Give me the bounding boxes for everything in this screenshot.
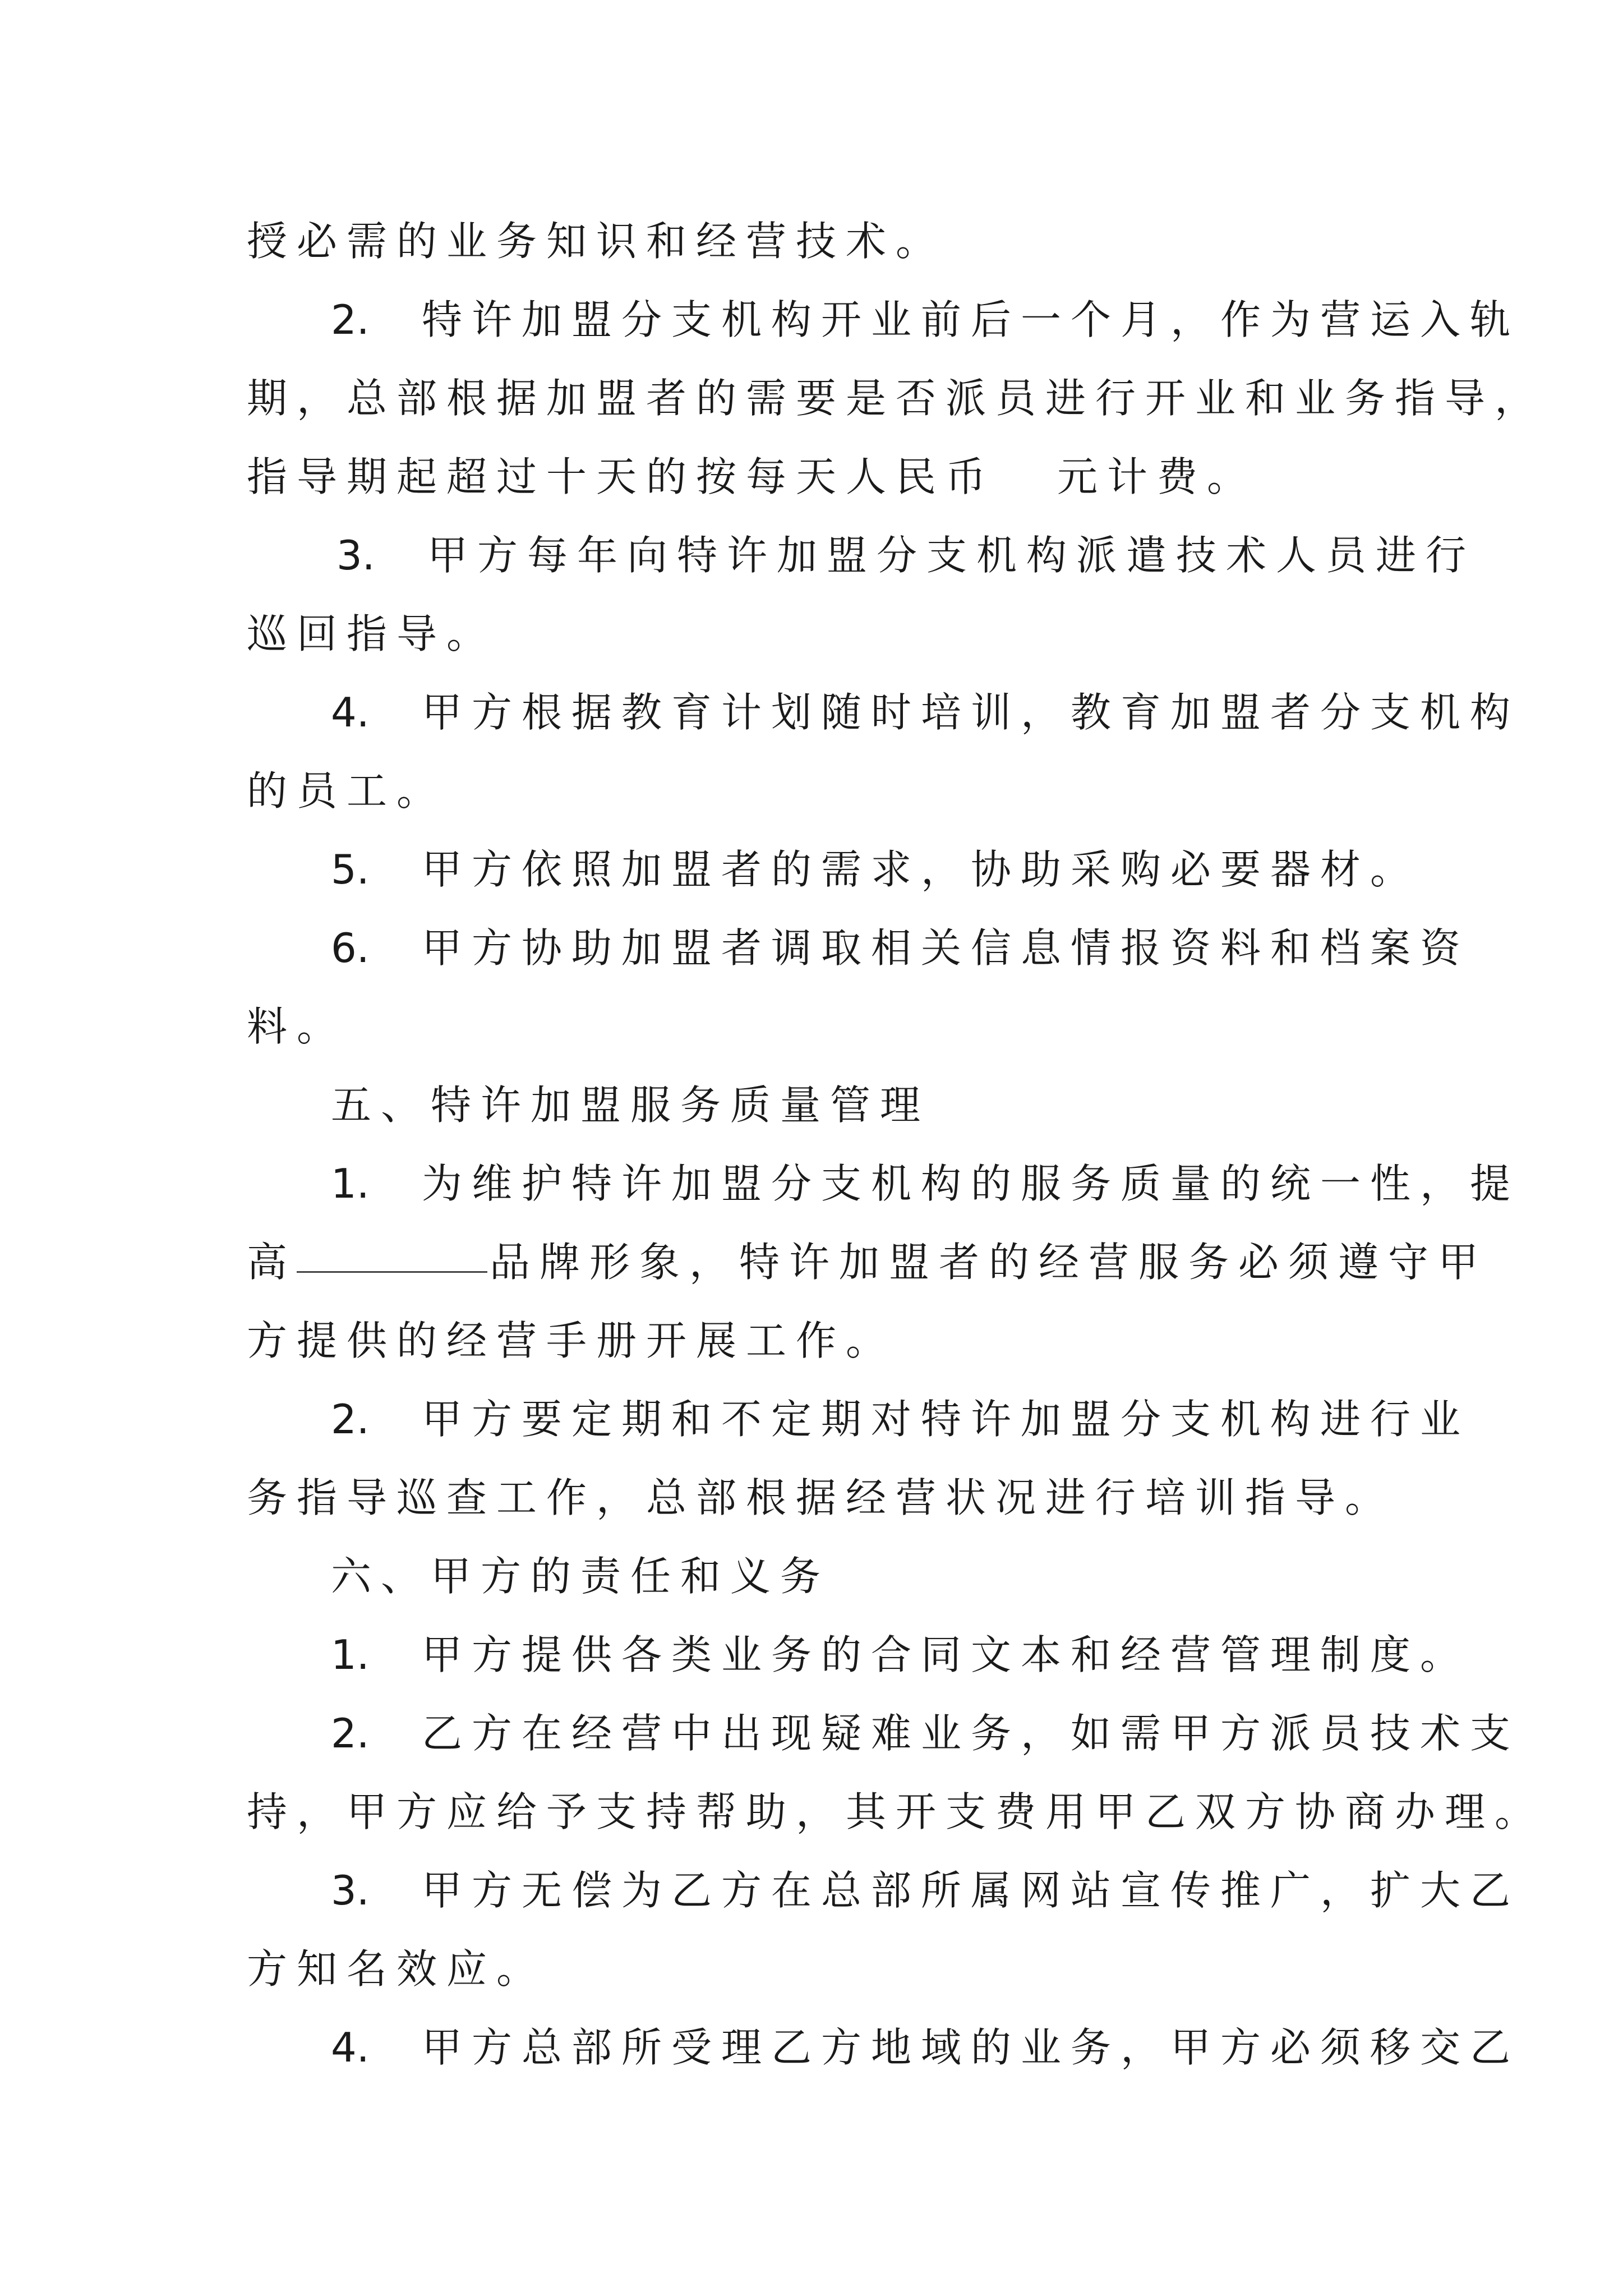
numbered-item-3 [336, 523, 1481, 588]
item-number: 2. [331, 1710, 370, 1757]
item-text: 甲方根据教育计划随时培训，教育加盟者分支机构 [422, 689, 1520, 736]
section-heading-6: 六、甲方的责任和义务 [331, 1553, 831, 1600]
numbered-item-1 [331, 1622, 1475, 1687]
item-number: 2. [331, 296, 370, 343]
body-line: 务指导巡查工作，总部根据经营状况进行培训指导。 [247, 1474, 1395, 1521]
item-text: 甲方总部所受理乙方地域的业务，甲方必须移交乙 [422, 2024, 1520, 2071]
line-text-before-blank: 高 [247, 1239, 297, 1286]
line-text-after-blank: 品牌形象，特许加盟者的经营服务必须遵守甲 [490, 1239, 1488, 1286]
item-text: 甲方提供各类业务的合同文本和经营管理制度。 [422, 1631, 1470, 1678]
item-number: 4. [331, 689, 370, 736]
numbered-item-4 [331, 2015, 1520, 2080]
numbered-item-2 [331, 1387, 1475, 1452]
numbered-item-2 [331, 1701, 1520, 1766]
item-number: 5. [331, 846, 370, 893]
body-line [247, 1230, 1488, 1295]
numbered-item-2 [331, 287, 1520, 352]
item-text: 乙方在经营中出现疑难业务，如需甲方派员技术支 [422, 1710, 1520, 1757]
body-line: 方知名效应。 [247, 1945, 547, 1993]
numbered-item-4 [331, 680, 1520, 745]
item-text: 甲方无偿为乙方在总部所属网站宣传推广，扩大乙 [422, 1867, 1520, 1914]
item-number: 1. [331, 1160, 370, 1207]
section-heading-5: 五、特许加盟服务质量管理 [331, 1082, 930, 1129]
item-number: 6. [331, 924, 370, 972]
item-number: 2. [331, 1396, 370, 1443]
brand-name-blank [297, 1270, 487, 1273]
numbered-item-5 [331, 837, 1475, 902]
body-line: 的员工。 [247, 767, 447, 815]
numbered-item-6 [331, 915, 1475, 981]
body-line: 授必需的业务知识和经营技术。 [247, 218, 946, 265]
body-line: 方提供的经营手册开展工作。 [247, 1317, 896, 1364]
item-text: 甲方协助加盟者调取相关信息情报资料和档案资 [422, 924, 1470, 972]
item-number: 3. [336, 532, 375, 579]
item-number: 3. [331, 1867, 370, 1914]
body-line: 料。 [247, 1003, 347, 1050]
line-text-before-gap: 指导期起超过十天的按每天人民币 [247, 453, 996, 500]
body-line [247, 444, 1391, 509]
body-line: 巡回指导。 [247, 610, 497, 657]
item-text: 特许加盟分支机构开业前后一个月，作为营运入轨 [422, 296, 1520, 343]
item-text: 甲方依照加盟者的需求，协助采购必要器材。 [422, 846, 1421, 893]
body-line: 期，总部根据加盟者的需要是否派员进行开业和业务指导， [247, 375, 1545, 422]
item-text: 为维护特许加盟分支机构的服务质量的统一性，提 [422, 1160, 1520, 1207]
item-text: 甲方要定期和不定期对特许加盟分支机构进行业 [422, 1396, 1470, 1443]
item-text: 甲方每年向特许加盟分支机构派遣技术人员进行 [427, 532, 1476, 579]
item-number: 4. [331, 2024, 370, 2071]
item-number: 1. [331, 1631, 370, 1678]
numbered-item-3 [331, 1858, 1520, 1923]
line-text-after-gap: 元计费。 [1057, 453, 1257, 500]
numbered-item-1 [331, 1151, 1520, 1216]
body-line: 持，甲方应给予支持帮助，其开支费用甲乙双方协商办理。 [247, 1788, 1545, 1835]
